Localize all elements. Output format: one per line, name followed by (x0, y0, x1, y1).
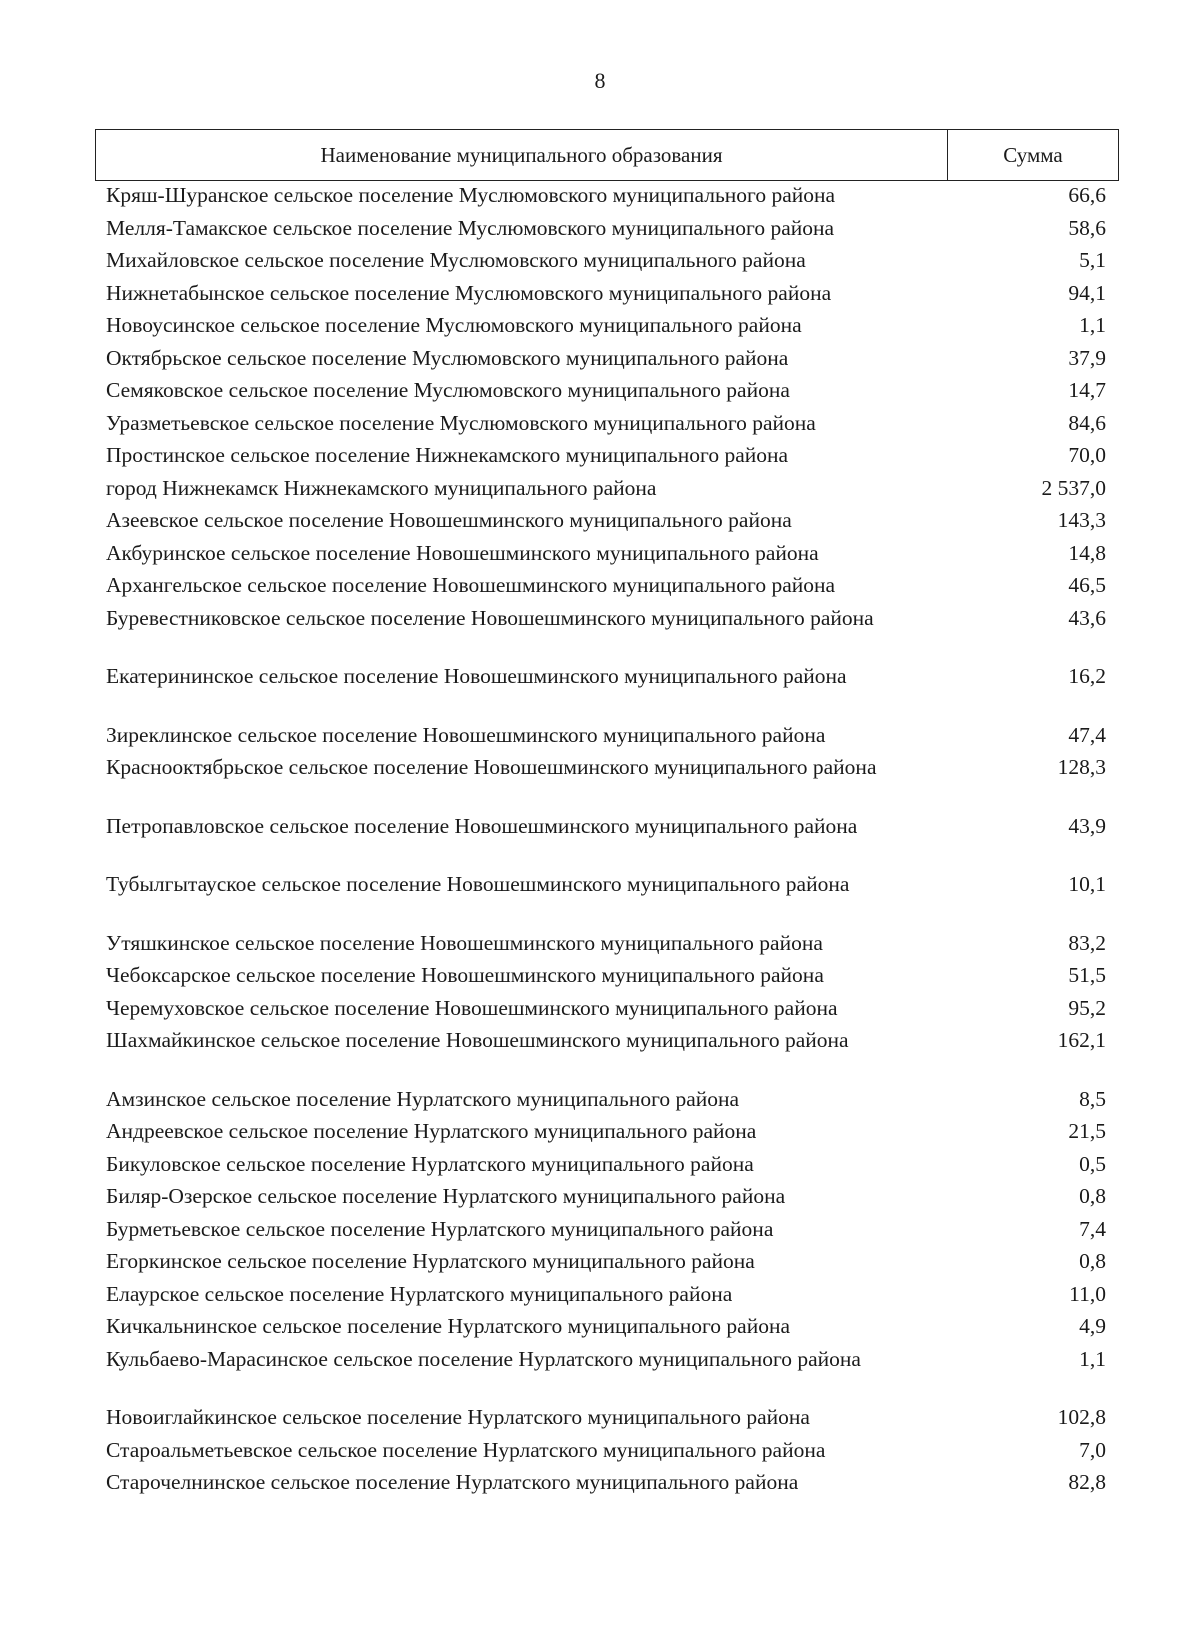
table-row (106, 754, 1106, 813)
row-sum: 84,6 (1068, 410, 1106, 435)
row-sum: 14,8 (1068, 540, 1106, 565)
row-sum: 94,1 (1068, 280, 1106, 305)
row-sum: 1,1 (1079, 313, 1106, 337)
table-row (106, 871, 1106, 930)
row-name: Новоусинское сельское поселение Муслюмовского муниципального района (106, 313, 802, 337)
table-row (106, 345, 1106, 378)
row-name: Елаурское сельское поселение Нурлатского муниципального района (106, 1281, 733, 1306)
row-sum: 8,5 (1079, 1086, 1106, 1111)
table-row (106, 572, 1106, 605)
table-row (106, 663, 1106, 722)
table-row (106, 215, 1106, 248)
row-name: Бикуловское сельское поселение Нурлатского муниципального района (106, 1151, 754, 1176)
page-number: 8 (594, 68, 606, 93)
table-row (106, 1216, 1106, 1249)
table-row (106, 722, 1106, 755)
row-sum: 46,5 (1068, 573, 1106, 597)
table-row (106, 1248, 1106, 1281)
row-name: Семяковское сельское поселение Муслюмовского муниципального района (106, 378, 790, 402)
table-row (106, 1346, 1106, 1405)
table-row (106, 507, 1106, 540)
row-sum: 102,8 (1057, 1405, 1106, 1429)
table-row (106, 1118, 1106, 1151)
row-name: Октябрьское сельское поселение Муслюмовского муниципального района (106, 345, 789, 370)
row-sum: 143,3 (1057, 508, 1106, 532)
row-name: Кичкальнинское сельское поселение Нурлатского муниципального района (106, 1314, 791, 1338)
row-sum: 43,6 (1068, 605, 1106, 630)
row-name: Кряш-Шуранское сельское поселение Муслюмовского муниципального района (106, 183, 836, 207)
row-sum: 66,6 (1068, 183, 1106, 207)
row-name: Егоркинское сельское поселение Нурлатского муниципального района (106, 1249, 755, 1273)
table-row (106, 1469, 1106, 1502)
table-row (106, 377, 1106, 410)
row-sum: 83,2 (1068, 930, 1106, 955)
row-sum: 51,5 (1068, 963, 1106, 987)
row-sum: 11,0 (1069, 1281, 1106, 1306)
table-row (106, 410, 1106, 443)
table-row (106, 247, 1106, 280)
table-body (106, 182, 1106, 1502)
row-sum: 37,9 (1068, 345, 1106, 370)
row-sum: 70,0 (1068, 443, 1106, 467)
table-row (106, 605, 1106, 664)
row-sum: 10,1 (1068, 872, 1106, 896)
row-name: Утяшкинское сельское поселение Новошешминского муниципального района (106, 930, 823, 955)
row-name: Шахмайкинское сельское поселение Новошешминского муниципального района (106, 1028, 849, 1052)
table-row (106, 962, 1106, 995)
row-sum: 162,1 (1057, 1028, 1106, 1052)
table-row (106, 930, 1106, 963)
table-row (106, 813, 1106, 872)
row-name: город Нижнекамск Нижнекамского муниципального района (106, 475, 657, 500)
row-sum: 128,3 (1057, 755, 1106, 779)
row-name: Бурметьевское сельское поселение Нурлатского муниципального района (106, 1216, 774, 1241)
row-name: Азеевское сельское поселение Новошешминского муниципального района (106, 508, 792, 532)
row-sum: 0,8 (1079, 1184, 1106, 1208)
table-row (106, 312, 1106, 345)
row-name: Екатерининское сельское поселение Новошешминского муниципального района (106, 664, 847, 688)
row-name: Черемуховское сельское поселение Новошешминского муниципального района (106, 995, 838, 1020)
table-row (106, 1151, 1106, 1184)
row-sum: 1,1 (1079, 1346, 1106, 1371)
row-name: Акбуринское сельское поселение Новошешминского муниципального района (106, 540, 819, 565)
row-name: Амзинское сельское поселение Нурлатского муниципального района (106, 1086, 740, 1111)
table-row (106, 1313, 1106, 1346)
row-sum: 43,9 (1068, 813, 1106, 838)
row-sum: 5,1 (1079, 248, 1106, 272)
table-row (106, 475, 1106, 508)
row-sum: 95,2 (1068, 995, 1106, 1020)
row-sum: 4,9 (1079, 1314, 1106, 1338)
row-name: Михайловское сельское поселение Муслюмовского муниципального района (106, 248, 806, 272)
row-name: Уразметьевское сельское поселение Муслюмовского муниципального района (106, 410, 816, 435)
row-name: Староальметьевское сельское поселение Нурлатского муниципального района (106, 1437, 826, 1462)
column-header-name: Наименование муниципального образования (96, 130, 948, 180)
row-name: Архангельское сельское поселение Новошешминского муниципального района (106, 573, 836, 597)
row-name: Биляр-Озерское сельское поселение Нурлатского муниципального района (106, 1184, 786, 1208)
table-row (106, 995, 1106, 1028)
row-sum: 0,5 (1079, 1151, 1106, 1176)
table-row (106, 182, 1106, 215)
table-row (106, 1404, 1106, 1437)
row-name: Простинское сельское поселение Нижнекамского муниципального района (106, 443, 789, 467)
table-row (106, 1027, 1106, 1086)
row-name: Кульбаево-Марасинское сельское поселение Нурлатского муниципального района (106, 1346, 861, 1371)
row-name: Нижнетабынское сельское поселение Муслюмовского муниципального района (106, 280, 832, 305)
row-name: Краснооктябрьское сельское поселение Новошешминского муниципального района (106, 755, 877, 779)
row-name: Новоиглайкинское сельское поселение Нурлатского муниципального района (106, 1405, 810, 1429)
row-name: Тубылгытауское сельское поселение Новошешминского муниципального района (106, 872, 850, 896)
column-header-sum: Сумма (1003, 142, 1063, 167)
row-name: Мелля-Тамакское сельское поселение Муслюмовского муниципального района (106, 215, 835, 240)
table-row (106, 1281, 1106, 1314)
table-row (106, 1437, 1106, 1470)
table-row (106, 540, 1106, 573)
row-sum: 14,7 (1068, 378, 1106, 402)
table-header (95, 129, 1119, 181)
row-sum: 58,6 (1068, 215, 1106, 240)
row-sum: 21,5 (1068, 1119, 1106, 1143)
row-name: Чебоксарское сельское поселение Новошешминского муниципального района (106, 963, 824, 987)
row-name: Старочелнинское сельское поселение Нурлатского муниципального района (106, 1470, 799, 1494)
row-sum: 47,4 (1068, 722, 1106, 747)
row-sum: 7,4 (1079, 1216, 1106, 1241)
table-row (106, 1086, 1106, 1119)
row-name: Буревестниковское сельское поселение Новошешминского муниципального района (106, 605, 874, 630)
table-row (106, 442, 1106, 475)
row-sum: 82,8 (1068, 1470, 1106, 1494)
row-sum: 7,0 (1079, 1437, 1106, 1462)
row-name: Андреевское сельское поселение Нурлатского муниципального района (106, 1119, 757, 1143)
row-sum: 16,2 (1068, 664, 1106, 688)
row-sum: 2 537,0 (1041, 475, 1106, 500)
row-name: Зиреклинское сельское поселение Новошешминского муниципального района (106, 722, 826, 747)
row-name: Петропавловское сельское поселение Новошешминского муниципального района (106, 813, 858, 838)
row-sum: 0,8 (1079, 1249, 1106, 1273)
table-row (106, 280, 1106, 313)
table-row (106, 1183, 1106, 1216)
